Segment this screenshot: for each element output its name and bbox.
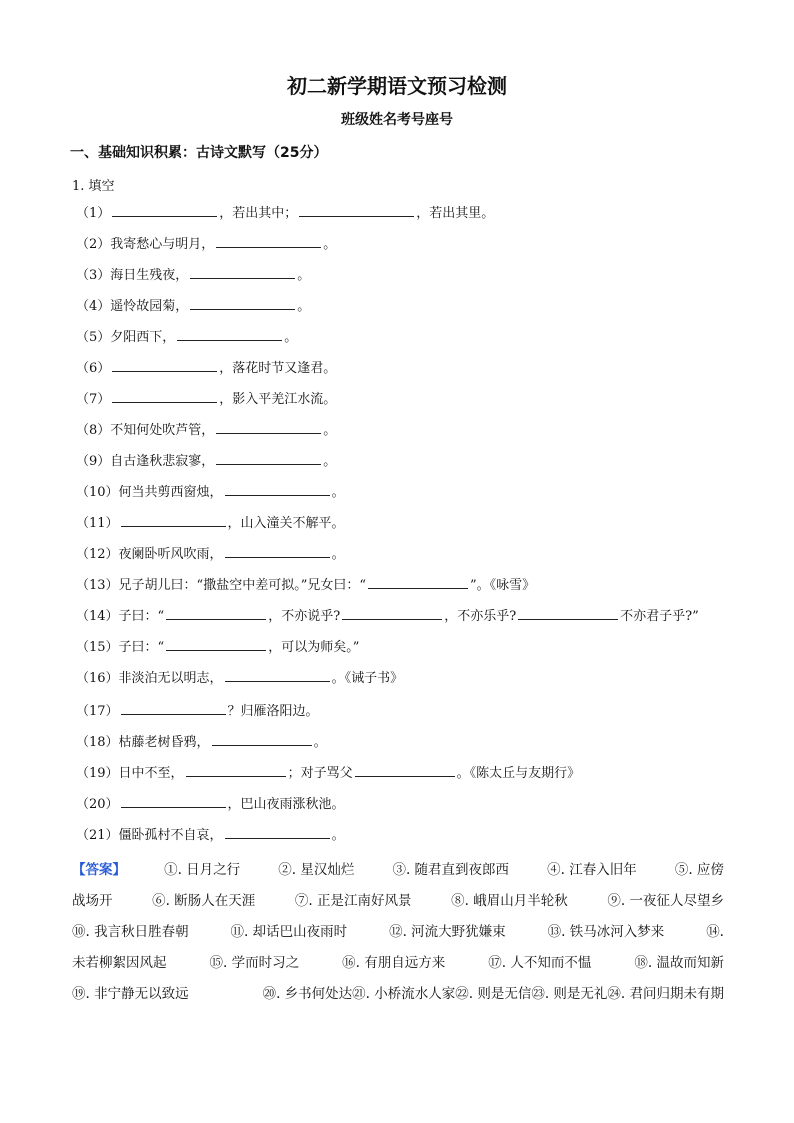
- question-heading: 1. 填空: [72, 179, 115, 194]
- answer-line: 【答案】 ①. 日月之行 ②. 星汉灿烂 ③. 随君直到夜郎西 ④. 江春入旧年 ⑤. 应傍: [72, 855, 724, 886]
- page-subtitle: 班级姓名考号座号: [341, 112, 453, 128]
- question-item: （18）枯藤老树昏鸦， 。: [76, 731, 327, 751]
- question-item: （5）夕阳西下， 。: [76, 326, 297, 346]
- answer-blank[interactable]: [121, 700, 226, 715]
- question-item: （17） ？归雁洛阳边。: [76, 700, 319, 720]
- answer-blank[interactable]: [216, 419, 321, 434]
- question-item: （7） ，影入平羌江水流。: [76, 388, 336, 408]
- question-item: （1） ，若出其中； ，若出其里。: [76, 202, 494, 222]
- answer-blank[interactable]: [177, 326, 282, 341]
- answer-blank[interactable]: [216, 233, 321, 248]
- question-item: （14）子曰：“ ，不亦说乎? ，不亦乐乎? 不亦君子乎?”: [76, 605, 699, 625]
- answer-blank[interactable]: [112, 388, 217, 403]
- answer-blank[interactable]: [112, 357, 217, 372]
- answer-blank[interactable]: [342, 605, 442, 620]
- answer-blank[interactable]: [186, 762, 286, 777]
- question-item: （4）遥怜故园菊， 。: [76, 295, 310, 315]
- question-item: （20） ，巴山夜雨涨秋池。: [76, 793, 345, 813]
- answer-blank[interactable]: [225, 667, 330, 682]
- answer-blank[interactable]: [190, 295, 295, 310]
- question-item: （16）非淡泊无以明志， 。《诫子书》: [76, 667, 403, 687]
- answer-section: [72, 855, 724, 1010]
- answer-blank[interactable]: [225, 824, 330, 839]
- answer-blank[interactable]: [225, 543, 330, 558]
- answer-blank[interactable]: [355, 762, 455, 777]
- answer-tag: 【答案】: [72, 862, 126, 878]
- question-item: （9）自古逢秋悲寂寥， 。: [76, 450, 336, 470]
- question-item: （21）僵卧孤村不自哀， 。: [76, 824, 345, 844]
- answer-line: ⑲. 非宁静无以致远 ⑳. 乡书何处达㉑. 小桥流水人家㉒. 则是无信㉓. 则是无礼㉔. 君问归期未有期: [72, 986, 724, 1002]
- answer-line: 未若柳絮因风起 ⑮. 学而时习之 ⑯. 有朋自远方来 ⑰. 人不知而不愠 ⑱. 温故而知新: [72, 955, 724, 971]
- page-title: 初二新学期语文预习检测: [287, 74, 507, 98]
- question-item: （6） ，落花时节又逢君。: [76, 357, 336, 377]
- question-item: （11） ，山入潼关不解平。: [76, 512, 345, 532]
- answer-blank[interactable]: [212, 731, 312, 746]
- answer-blank[interactable]: [166, 605, 266, 620]
- answer-blank[interactable]: [121, 512, 226, 527]
- question-item: （8）不知何处吹芦管， 。: [76, 419, 336, 439]
- answer-line: ⑩. 我言秋日胜春朝 ⑪. 却话巴山夜雨时 ⑫. 河流大野犹嫌束 ⑬. 铁马冰河入梦来 ⑭.: [72, 924, 724, 940]
- answer-line: 战场开 ⑥. 断肠人在天涯 ⑦. 正是江南好风景 ⑧. 峨眉山月半轮秋 ⑨. 一夜征人尽望乡: [72, 893, 724, 909]
- question-item: （3）海日生残夜， 。: [76, 264, 310, 284]
- question-item: （12）夜阑卧听风吹雨， 。: [76, 543, 345, 563]
- section-heading: 一、基础知识积累：古诗文默写（25分）: [70, 145, 328, 161]
- question-item: （19）日中不至， ；对子骂父 。《陈太丘与友期行》: [76, 762, 580, 782]
- question-item: （15）子曰：“ ，可以为师矣。”: [76, 636, 359, 656]
- answer-blank[interactable]: [225, 481, 330, 496]
- answer-blank[interactable]: [112, 202, 217, 217]
- answer-blank[interactable]: [190, 264, 295, 279]
- answer-blank[interactable]: [216, 450, 321, 465]
- question-item: （10）何当共剪西窗烛， 。: [76, 481, 345, 501]
- question-item: （2）我寄愁心与明月， 。: [76, 233, 336, 253]
- question-item: （13）兄子胡儿曰：“撒盐空中差可拟。”兄女曰：“ ”。《咏雪》: [76, 574, 535, 594]
- answer-blank[interactable]: [166, 636, 266, 651]
- answer-blank[interactable]: [368, 574, 468, 589]
- answer-blank[interactable]: [299, 202, 414, 217]
- answer-blank[interactable]: [121, 793, 226, 808]
- answer-blank[interactable]: [518, 605, 618, 620]
